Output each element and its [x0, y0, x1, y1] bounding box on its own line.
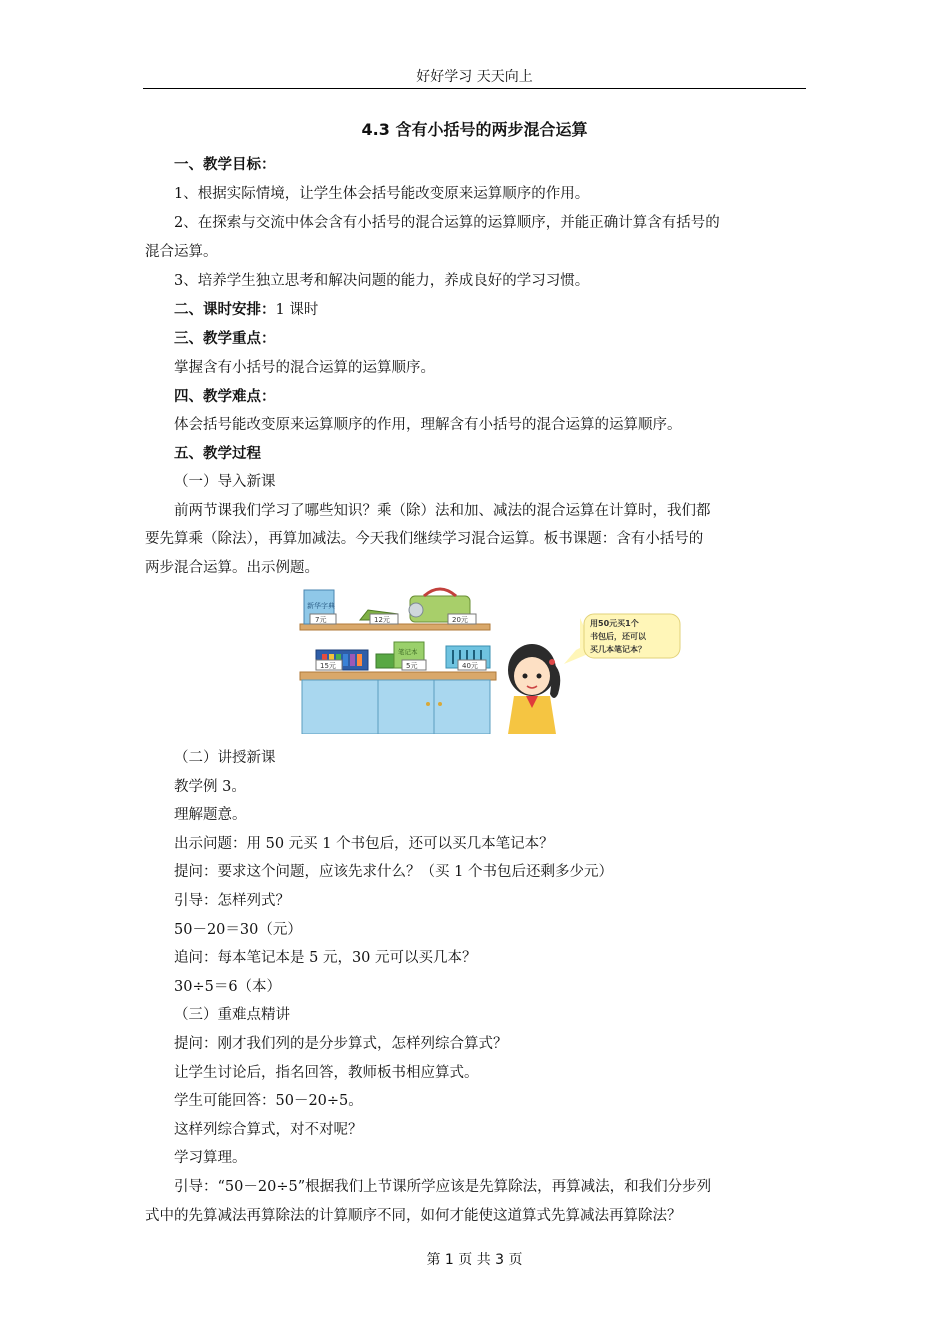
price-tag: 20元	[452, 616, 468, 624]
cabinet-icon	[302, 680, 490, 734]
paragraph-line: 式中的先算减法再算除法的计算顺序不同，如何才能使这道算式先算减法再算除法？	[145, 1208, 682, 1224]
difficulty-point: 体会括号能改变原来运算顺序的作用，理解含有小括号的混合运算的运算顺序。	[174, 417, 682, 433]
paragraph-line: 让学生讨论后，指名回答，教师板书相应算式。	[174, 1065, 479, 1081]
price-tag: 12元	[374, 616, 390, 624]
paragraph-line: 这样列综合算式，对不对呢？	[174, 1122, 363, 1138]
section-schedule	[174, 298, 318, 319]
speech-line: 买几本笔记本？	[590, 645, 646, 654]
paragraph-line: 提问：要求这个问题，应该先求什么？（买 1 个书包后还剩多少元）	[174, 864, 613, 880]
goal-3: 3、培养学生独立思考和解决问题的能力，养成良好的学习习惯。	[174, 273, 590, 289]
paragraph-line: 两步混合运算。出示例题。	[145, 560, 319, 576]
speech-bubble	[564, 614, 680, 664]
example-illustration	[298, 584, 690, 734]
subheading-new-lesson: （二）讲授新课	[174, 750, 276, 766]
paragraph-line: 引导：怎样列式？	[174, 893, 290, 909]
subheading-intro: （一）导入新课	[174, 474, 276, 490]
paragraph-line: 教学例 3。	[174, 779, 246, 795]
section-heading-key: 三、教学重点：	[174, 331, 276, 347]
speech-line: 书包后，还可以	[590, 632, 646, 641]
speech-line: 用50元买1个	[590, 619, 639, 628]
section-heading-difficulty: 四、教学难点：	[174, 389, 276, 405]
paragraph-line: 学生可能回答：50－20÷5。	[174, 1093, 363, 1109]
paragraph-line: 提问：刚才我们列的是分步算式，怎样列综合算式？	[174, 1036, 508, 1052]
equation: 30÷5＝6（本）	[174, 979, 282, 995]
header-divider	[143, 88, 806, 89]
price-tag: 7元	[315, 616, 327, 624]
page-header: 好好学习 天天向上	[416, 69, 533, 85]
key-point: 掌握含有小括号的混合运算的运算顺序。	[174, 360, 435, 376]
paragraph-line: 要先算乘（除法），再算加减法。今天我们继续学习混合运算。板书课题：含有小括号的	[145, 531, 704, 547]
price-tag: 40元	[462, 662, 478, 670]
paragraph-line: 引导：“50－20÷5”根据我们上节课所学应该是先算除法，再算减法，和我们分步列	[174, 1179, 712, 1195]
goal-2-cont: 混合运算。	[145, 244, 218, 260]
equation: 50－20＝30（元）	[174, 922, 302, 938]
page-footer: 第 1 页 共 3 页	[426, 1252, 523, 1268]
goal-1: 1、根据实际情境，让学生体会括号能改变原来运算顺序的作用。	[174, 186, 590, 202]
lesson-title: 4.3 含有小括号的两步混合运算	[361, 120, 588, 139]
subheading-key-explain: （三）重难点精讲	[174, 1007, 290, 1023]
notebook-label: 笔记本	[398, 648, 418, 656]
goal-2: 2、在探索与交流中体会含有小括号的混合运算的运算顺序，并能正确计算含有括号的	[174, 215, 720, 231]
paragraph-line: 追问：每本笔记本是 5 元，30 元可以买几本？	[174, 950, 477, 966]
price-tag: 15元	[320, 662, 336, 670]
section-heading-process: 五、教学过程	[174, 446, 261, 462]
section-heading-schedule: 二、课时安排：	[174, 302, 276, 318]
paragraph-line: 学习算理。	[174, 1150, 247, 1166]
paragraph-line: 前两节课我们学习了哪些知识？乘（除）法和加、减法的混合运算在计算时，我们都	[174, 503, 711, 519]
paragraph-line: 出示问题：用 50 元买 1 个书包后，还可以买几本笔记本？	[174, 836, 554, 852]
paragraph-line: 理解题意。	[174, 807, 247, 823]
dictionary-label: 新华字典	[307, 602, 335, 610]
schedule-value: 1 课时	[275, 302, 319, 318]
section-heading-goals: 一、教学目标：	[174, 157, 276, 173]
girl-icon	[508, 644, 560, 734]
price-tag: 5元	[406, 662, 418, 670]
